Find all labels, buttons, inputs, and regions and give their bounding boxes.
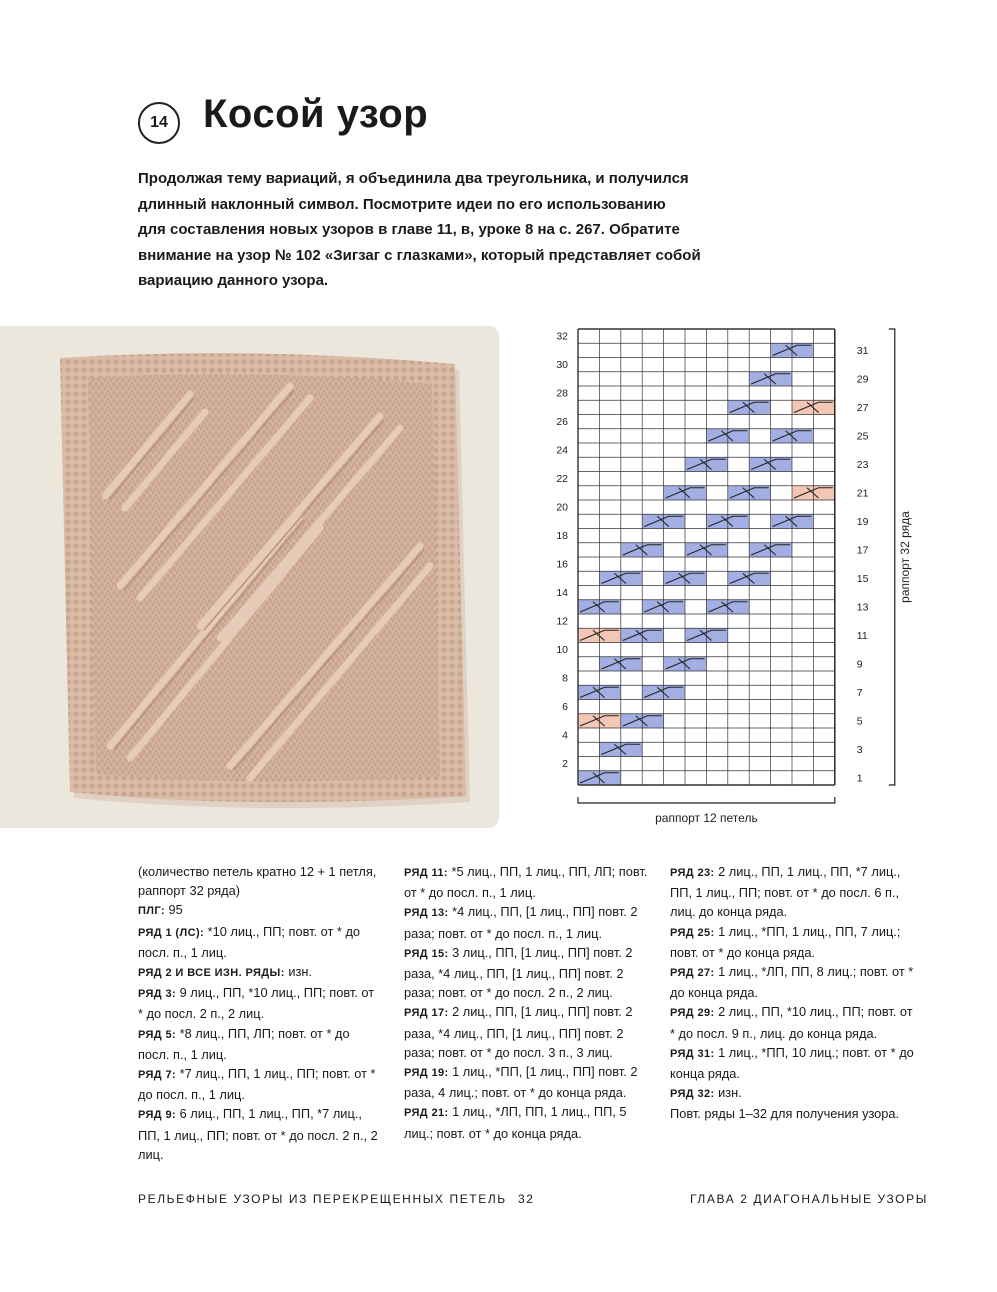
left-row-label: 32 — [556, 330, 568, 343]
instruction-paragraph — [404, 943, 649, 1003]
instruction-paragraph — [138, 1104, 378, 1164]
row-instruction-text: 1 лиц., *ЛП, ПП, 1 лиц., ПП, 5 лиц.; повт. от * до конца ряда. — [404, 1104, 627, 1141]
instruction-paragraph — [670, 962, 920, 1002]
row-label: ПЛГ: — [138, 905, 165, 918]
right-row-label: 27 — [856, 401, 869, 414]
row-instruction-text: *5 лиц., ПП, 1 лиц., ПП, ЛП; повт. от * до посл. п., 1 лиц. — [404, 864, 648, 901]
row-label: РЯД 21: — [404, 1107, 449, 1120]
pattern-number-badge — [138, 102, 180, 144]
intro-line: для составления новых узоров в главе 11, в, уроке 8 на с. 267. Обратите — [138, 221, 680, 238]
left-row-label: 18 — [556, 530, 568, 543]
row-label: РЯД 5: — [138, 1028, 177, 1041]
row-repeat-bracket — [889, 329, 895, 785]
instructions-column-3 — [670, 862, 920, 1124]
instruction-paragraph — [138, 900, 378, 921]
instructions-column-2 — [404, 862, 649, 1143]
intro-line: длинный наклонный символ. Посмотрите идеи по его использованию — [138, 195, 666, 213]
left-row-label: 14 — [556, 587, 568, 600]
row-instruction-text: 3 лиц., ПП, [1 лиц., ПП] повт. 2 раза, *4 лиц., ПП, [1 лиц., ПП] повт. 2 раза; повт. от * до посл. 2 п., 2 лиц. — [404, 944, 633, 1001]
right-row-label: 29 — [856, 373, 869, 386]
row-label: РЯД 27: — [670, 967, 715, 980]
instruction-paragraph — [670, 1104, 920, 1123]
chart-svg — [540, 322, 920, 832]
row-instruction-text: изн. — [714, 1085, 742, 1101]
row-instruction-text: 2 лиц., ПП, [1 лиц., ПП] повт. 2 раза, *4 лиц., ПП, [1 лиц., ПП] повт. 2 раза; повт. от * до посл. 3 п., 3 лиц. — [404, 1004, 633, 1060]
left-row-label: 8 — [562, 672, 568, 685]
row-label: РЯД 7: — [138, 1069, 177, 1082]
instruction-paragraph — [138, 1064, 378, 1104]
left-row-label: 16 — [556, 558, 568, 571]
row-instruction-text: 1 лиц., *ПП, [1 лиц., ПП] повт. 2 раза, 4 лиц.; повт. от * до конца ряда. — [404, 1064, 638, 1101]
right-row-label: 11 — [856, 629, 868, 642]
stitch-repeat-label: раппорт 12 петель — [655, 811, 758, 825]
right-row-label: 17 — [856, 544, 869, 557]
row-instruction-text: 2 лиц., ПП, *10 лиц., ПП; повт. от * до посл. 9 п., лиц. до конца ряда. — [670, 1004, 913, 1041]
row-label: РЯД 15: — [404, 947, 449, 960]
right-row-label: 9 — [856, 658, 863, 671]
knitting-chart — [540, 322, 920, 832]
left-row-label: 30 — [556, 359, 568, 372]
left-row-label: 24 — [556, 444, 568, 457]
right-row-label: 15 — [856, 572, 869, 585]
intro-line: вариацию данного узора. — [138, 272, 329, 289]
row-instruction-text: *8 лиц., ПП, ЛП; повт. от * до посл. п., 1 лиц. — [138, 1025, 350, 1062]
knitted-swatch-photo — [0, 326, 499, 828]
right-row-label: 19 — [856, 515, 869, 528]
instruction-paragraph — [670, 862, 920, 922]
row-instruction-text: 1 лиц., *ПП, 1 лиц., ПП, 7 лиц.; повт. от * до конца ряда. — [670, 923, 901, 960]
row-label: РЯД 13: — [404, 907, 449, 920]
row-instruction-text: *7 лиц., ПП, 1 лиц., ПП; повт. от * до посл. п., 1 лиц. — [138, 1066, 376, 1103]
row-label: РЯД 17: — [404, 1007, 449, 1020]
left-row-label: 28 — [556, 387, 568, 400]
row-label: РЯД 31: — [670, 1047, 715, 1060]
row-label: РЯД 32: — [670, 1088, 715, 1101]
instruction-paragraph — [138, 962, 378, 983]
footer-chapter: ГЛАВА 2 ДИАГОНАЛЬНЫЕ УЗОРЫ — [690, 1192, 928, 1206]
instruction-paragraph — [138, 922, 378, 962]
row-repeat-label: раппорт 32 ряда — [897, 511, 912, 603]
pattern-number: 14 — [150, 114, 168, 131]
page-title: Косой узор — [203, 92, 429, 136]
right-row-label: 3 — [856, 743, 863, 756]
left-row-label: 12 — [556, 615, 568, 628]
row-instruction-text: изн. — [284, 964, 312, 980]
row-instruction-text: *4 лиц., ПП, [1 лиц., ПП] повт. 2 раза; повт. от * до посл. п., 1 лиц. — [404, 904, 638, 941]
row-instruction-text: Повт. ряды 1–32 для получения узора. — [670, 1106, 900, 1122]
instruction-paragraph — [670, 1083, 920, 1104]
right-row-label: 5 — [856, 715, 863, 728]
footer-book-title: РЕЛЬЕФНЫЕ УЗОРЫ ИЗ ПЕРЕКРЕЩЕННЫХ ПЕТЕЛЬ — [138, 1192, 507, 1206]
row-instruction-text: (количество петель кратно 12 + 1 петля, раппорт 32 ряда) — [138, 864, 377, 899]
right-row-label: 31 — [856, 344, 869, 357]
right-row-label: 23 — [856, 458, 869, 471]
row-instruction-text: 9 лиц., ПП, *10 лиц., ПП; повт. от * до посл. 2 п., 2 лиц. — [138, 985, 375, 1022]
row-instruction-text: 95 — [164, 902, 183, 918]
footer-page-number: 32 — [518, 1192, 535, 1206]
knitted-swatch-image — [0, 326, 499, 828]
row-label: РЯД 25: — [670, 926, 715, 939]
instruction-paragraph — [138, 862, 378, 900]
row-label: РЯД 9: — [138, 1109, 177, 1122]
row-label: РЯД 29: — [670, 1007, 715, 1020]
row-instruction-text: 1 лиц., *ЛП, ПП, 8 лиц.; повт. от * до конца ряда. — [670, 964, 914, 1001]
left-row-label: 2 — [562, 758, 568, 771]
left-row-label: 22 — [556, 473, 568, 486]
row-label: РЯД 1 (ЛС): — [138, 926, 205, 939]
row-instruction-text: 2 лиц., ПП, 1 лиц., ПП, *7 лиц., ПП, 1 лиц., ПП; повт. от * до посл. 6 п., лиц. до конца ряда. — [670, 864, 901, 920]
row-instruction-text: *10 лиц., ПП; повт. от * до посл. п., 1 лиц. — [138, 923, 361, 960]
instruction-paragraph — [404, 1102, 649, 1142]
row-label: РЯД 2 И ВСЕ ИЗН. РЯДЫ: — [138, 967, 285, 980]
intro-line: Продолжая тему вариаций, я объединила два треугольника, и получился — [138, 170, 689, 187]
instructions-column-1 — [138, 862, 378, 1164]
intro-paragraph — [138, 166, 758, 294]
instruction-paragraph — [138, 1024, 378, 1064]
right-row-label: 7 — [856, 686, 863, 699]
left-row-label: 10 — [556, 644, 568, 657]
row-label: РЯД 23: — [670, 867, 715, 879]
row-label: РЯД 3: — [138, 988, 177, 1001]
right-row-label: 13 — [856, 601, 869, 614]
row-instruction-text: 1 лиц., *ПП, 10 лиц.; повт. от * до конца ряда. — [670, 1044, 914, 1082]
instruction-paragraph — [670, 922, 920, 962]
right-row-label: 25 — [856, 430, 869, 443]
instruction-paragraph — [670, 1043, 920, 1083]
instruction-paragraph — [138, 983, 378, 1023]
intro-line: внимание на узор № 102 «Зигзаг с глазками», который представляет собой — [138, 246, 701, 264]
stitch-repeat-bracket — [578, 797, 835, 803]
instruction-paragraph — [404, 902, 649, 942]
right-row-label: 21 — [856, 487, 869, 500]
left-row-label: 6 — [562, 701, 568, 714]
left-row-label: 20 — [556, 501, 568, 514]
left-row-label: 26 — [556, 416, 568, 429]
row-instruction-text: 6 лиц., ПП, 1 лиц., ПП, *7 лиц., ПП, 1 лиц., ПП; повт. от * до посл. 2 п., 2 лиц. — [138, 1106, 378, 1162]
row-label: РЯД 19: — [404, 1067, 449, 1080]
right-row-label: 1 — [856, 772, 863, 785]
left-row-label: 4 — [562, 729, 568, 742]
instruction-paragraph — [670, 1002, 920, 1042]
instruction-paragraph — [404, 862, 649, 902]
instruction-paragraph — [404, 1002, 649, 1062]
row-label: РЯД 11: — [404, 867, 448, 879]
instruction-paragraph — [404, 1062, 649, 1102]
